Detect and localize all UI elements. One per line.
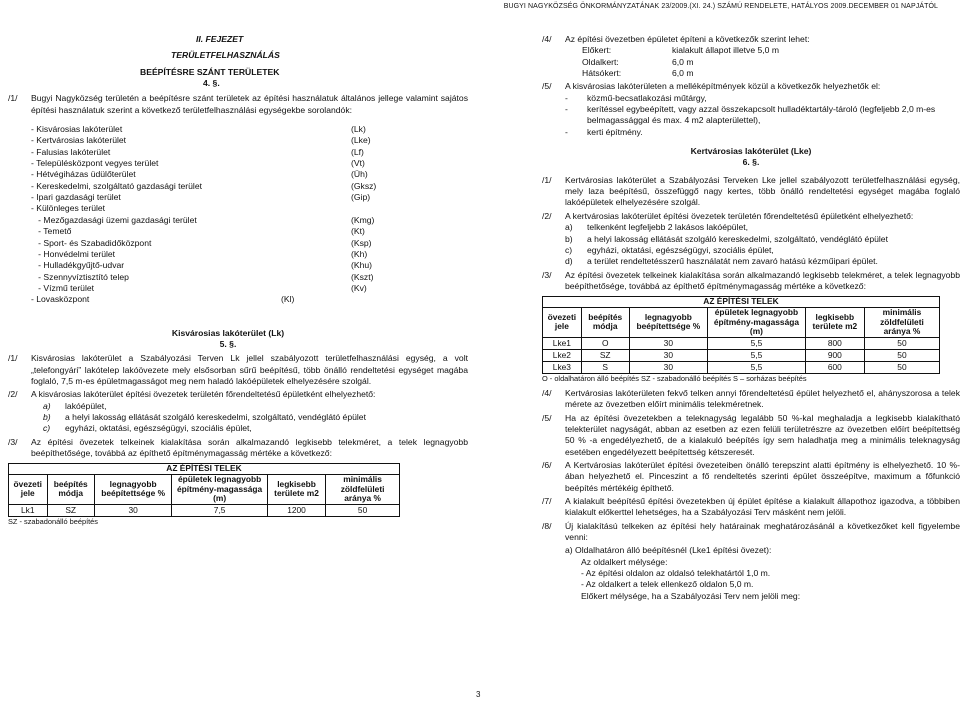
running-header: BUGYI NAGYKÖZSÉG ÖNKORMÁNYZATÁNAK 23/2009.(XI. 24.) SZÁMÚ RENDELETE, HATÁLYOS 2009.DECEMBER 01 NAPJÁTÓL	[503, 3, 938, 10]
table-cell: 50	[864, 349, 939, 361]
paragraph-text: A kialakult beépítésű építési övezetekben új épület építése a kialakult állapothoz igazodva, a többiben kialakult előkerttel lehetséges, ha a Szabályozási Terv másként nem jelöli.	[565, 495, 960, 518]
list-text: telkenként legfeljebb 2 lakásos lakóépület,	[587, 222, 749, 233]
paragraph-number: /7/	[542, 495, 552, 506]
table-cell: O	[581, 337, 629, 349]
paragraph-number: /4/	[542, 34, 552, 44]
table-cell: 600	[805, 362, 864, 374]
zone-code: (Ksp)	[351, 237, 372, 248]
table-cell: Lke2	[543, 349, 582, 361]
zone-code: (Kt)	[351, 226, 365, 237]
page-number: 3	[476, 690, 481, 699]
lk-paragraph-5	[542, 81, 960, 92]
paragraph-number: /6/	[542, 459, 552, 470]
table-header-cell: minimális zöldfelületi aránya %	[326, 475, 400, 505]
table-cell: S	[581, 362, 629, 374]
accessory-item	[565, 93, 960, 104]
zone-item	[31, 238, 468, 249]
table-header-cell: övezeti jele	[543, 307, 582, 337]
zone-item	[31, 203, 468, 214]
setback-label: Oldalkert:	[582, 56, 619, 67]
right-column	[542, 34, 960, 602]
zone-name: - Hulladékgyűjtő-udvar	[31, 260, 125, 271]
table-row	[9, 504, 400, 516]
p8-item: - Az oldalkert a telek ellenkező oldalon 5,0 m.	[581, 579, 754, 590]
zone-name: - Kertvárosias lakóterület	[31, 135, 127, 146]
lke-table	[542, 296, 940, 374]
setback-label: Előkert:	[582, 45, 612, 56]
zone-item	[31, 135, 468, 146]
list-letter: a)	[565, 222, 573, 233]
accessory-item	[565, 104, 960, 127]
list-text: a terület rendeltetésszerű használatát nem zavaró hatású kézműipari épület.	[587, 256, 878, 267]
zone-code: (Kh)	[351, 248, 368, 259]
table-caption-row	[9, 464, 400, 475]
table-caption: AZ ÉPÍTÉSI TELEK	[543, 297, 940, 308]
dash-icon: -	[565, 104, 568, 115]
table-header-cell: épületek legnagyobb építmény-magassága (m)	[708, 307, 806, 337]
accessory-list	[565, 93, 960, 138]
lke-paragraph	[542, 521, 960, 544]
paragraph-number: /2/	[8, 389, 18, 400]
paragraph-number: /3/	[8, 436, 18, 447]
paragraph-text: A kisvárosias lakóterület építési övezetek területén főrendeltetésű épületként elhelyezhető:	[31, 389, 376, 400]
zone-item	[31, 192, 468, 203]
accessory-text: kerti építmény.	[587, 126, 643, 137]
lk-paragraph-2	[8, 389, 468, 400]
zone-item	[31, 215, 468, 226]
setback-value: kialakult állapot illetve 5,0 m	[672, 45, 779, 56]
zone-name: - Különleges terület	[31, 203, 106, 214]
zone-item-lovas	[31, 294, 468, 305]
table-cell: 7,5	[172, 504, 268, 516]
list-text: egyházi, oktatási, egészségügyi, szociális épület,	[587, 244, 774, 255]
table-caption: AZ ÉPÍTÉSI TELEK	[9, 464, 400, 475]
table-header-cell: beépítés módja	[581, 307, 629, 337]
zone-list	[31, 124, 468, 294]
lke-paragraph-3	[542, 270, 960, 293]
setback-item	[582, 57, 960, 68]
table-header-cell: minimális zöldfelületi aránya %	[864, 307, 939, 337]
table-cell: 30	[94, 504, 171, 516]
chapter-subtitle: TERÜLETFELHASZNÁLÁS	[171, 50, 280, 61]
zone-item	[31, 283, 468, 294]
table-row	[543, 337, 940, 349]
table-header-cell: övezeti jele	[9, 475, 48, 505]
lke-paragraph	[542, 460, 960, 494]
paragraph-text: Kertvárosias lakóterület a Szabályozási Terveken Lke jellel szabályozott területfelhasználási egység, mely laza beépítésű, összefüggő nagy kertes, több önálló rendeltetési egységet magába foglaló lakóépületek elhelyezésére szolgál.	[565, 174, 960, 208]
paragraph-number: /1/	[8, 93, 18, 104]
lk-table	[8, 463, 400, 517]
setback-label: Hátsókert:	[582, 68, 622, 79]
zone-name: - Mezőgazdasági üzemi gazdasági terület	[31, 214, 197, 225]
table-cell: 5,5	[708, 349, 806, 361]
paragraph-text: Az építési övezetben épületet építeni a következők szerint lehet:	[565, 34, 810, 44]
dash-icon: -	[565, 126, 568, 137]
paragraph-text: Kertvárosias lakóterületen fekvő telken annyi főrendeltetésű épület helyezhető el, ahányszorosa a telek mérete az övezetben előírt minimális telekméretnek.	[565, 387, 960, 410]
chapter-title: II. FEJEZET	[196, 34, 244, 44]
zone-code: (Kmg)	[351, 214, 375, 225]
zone-item	[31, 181, 468, 192]
table-cell: 30	[629, 349, 707, 361]
table-cell: 30	[629, 362, 707, 374]
table-header-row	[543, 307, 940, 337]
table-cell: 50	[326, 504, 400, 516]
paragraph-text: Az építési övezetek telkeinek kialakítása során alkalmazandó legkisebb telekméret, a telek legnagyobb beépíthetősége, továbbá az építhető építménymagasság mértéke a következő:	[565, 269, 960, 291]
setback-item	[582, 45, 960, 56]
list-letter: c)	[43, 423, 51, 434]
table-cell: Lke3	[543, 362, 582, 374]
section-number: 4. §.	[203, 78, 220, 89]
table-cell: Lke1	[543, 337, 582, 349]
zone-code: (Gip)	[351, 192, 371, 203]
table-cell: 5,5	[708, 337, 806, 349]
table-cell: SZ	[47, 504, 94, 516]
table-cell: Lk1	[9, 504, 48, 516]
lke-title: Kertvárosias lakóterület (Lke)	[690, 146, 812, 157]
table-header-cell: beépítés módja	[47, 475, 94, 505]
paragraph-number: /5/	[542, 412, 552, 423]
zone-code: (Kszt)	[351, 271, 374, 282]
table-cell: 900	[805, 349, 864, 361]
list-text: lakóépület,	[65, 400, 107, 411]
lk-paragraph-3	[8, 437, 468, 460]
paragraph-text: Bugyi Nagyközség területén a beépítésre szánt területek az építési használatuk általános jellege valamint sajátos építési használatuk szerint a következő területfelhasználási egységekbe sorolandók:	[31, 93, 468, 115]
p8-item: Előkert mélysége, ha a Szabályozási Terv nem jelöli meg:	[581, 590, 801, 601]
zone-name: - Vízmű terület	[31, 282, 95, 293]
zone-name: - Lovasközpont	[31, 294, 90, 305]
lke-paragraph-2	[542, 211, 960, 222]
p8-item: - Az építési oldalon az oldalsó telekhatártól 1,0 m.	[581, 568, 771, 579]
list-item	[43, 401, 468, 412]
paragraph-number: /3/	[542, 269, 552, 280]
list-letter: c)	[565, 244, 573, 255]
zone-code: (Lf)	[351, 146, 364, 157]
list-letter: b)	[565, 233, 573, 244]
zone-code: (Lk)	[351, 124, 366, 135]
list-letter: a)	[43, 400, 51, 411]
lke-list	[565, 222, 960, 267]
zone-code: (Khu)	[351, 260, 373, 271]
lke-paragraph	[542, 413, 960, 458]
zone-item	[31, 226, 468, 237]
zone-item	[31, 147, 468, 158]
setback-value: 6,0 m	[672, 56, 694, 67]
zone-code: (Üh)	[351, 169, 368, 180]
zone-code: (Lke)	[351, 135, 371, 146]
table-caption-row	[543, 297, 940, 308]
list-item	[565, 256, 960, 267]
zone-name: - Településközpont vegyes terület	[31, 158, 159, 169]
lk-title: Kisvárosias lakóterület (Lk)	[171, 327, 285, 338]
paragraph-number: /5/	[542, 81, 552, 92]
paragraph-number: /4/	[542, 387, 552, 398]
lk-list	[43, 401, 468, 435]
zone-name: - Honvédelmi terület	[31, 248, 116, 259]
zone-item	[31, 158, 468, 169]
zone-name: - Hétvégiházas üdülőterület	[31, 169, 136, 180]
paragraph-number: /2/	[542, 210, 552, 221]
dash-icon: -	[565, 92, 568, 103]
table-header-cell: épületek legnagyobb építmény-magassága (m)	[172, 475, 268, 505]
table-header-row	[9, 475, 400, 505]
zone-name: - Ipari gazdasági terület	[31, 192, 121, 203]
lke-paragraphs	[542, 388, 960, 543]
zone-name: - Szennyvíztisztító telep	[31, 271, 129, 282]
lk-paragraph-1	[8, 353, 468, 387]
paragraph-number: /1/	[8, 353, 18, 364]
lke-section-number: 6. §.	[742, 157, 760, 168]
table-header-cell: legnagyobb beépítettsége %	[629, 307, 707, 337]
zone-code: (Gksz)	[351, 180, 377, 191]
list-letter: b)	[43, 411, 51, 422]
zone-item	[31, 124, 468, 135]
table-cell: 1200	[267, 504, 325, 516]
zone-code: (Vt)	[351, 158, 365, 169]
accessory-item	[565, 127, 960, 138]
p8-item: a) Oldalhatáron álló beépítésnél (Lke1 építési övezet):	[565, 545, 772, 556]
lk-paragraph-4	[542, 34, 960, 45]
paragraph-number: /8/	[542, 520, 552, 531]
left-column	[8, 34, 468, 527]
list-item	[565, 222, 960, 233]
zone-code: (Kl)	[281, 294, 295, 305]
paragraph-text: Kisvárosias lakóterület a Szabályozási Terven Lk jellel szabályozott területfelhasználási egység, a volt „telefongyári” lakótelep lakóövezete mely elsősorban sűrű beépítésű, több önálló rendeltetési egységet magába foglaló, 7,5 m-es épületmagasságot meg nem haladó lakóépületek elhelyezésére szolgál.	[31, 353, 468, 386]
list-text: a helyi lakosság ellátását szolgáló kereskedelmi, szolgáltató, vendéglátó épület	[587, 233, 888, 244]
zone-name: - Sport- és Szabadidőközpont	[31, 237, 152, 248]
lke-paragraph	[542, 388, 960, 411]
paragraph-text: Ha az építési övezetekben a teleknagyság legalább 50 %-kal meghaladja a legkisebb kialakítható telekterület nagyságát, abban az esetben az ezen felüli területrészre az övezetben előírt beépítettség 50 % -a engedélyezhető, de a kialakuló beépítés így sem haladhatja meg a minimális teleknagyság esetében engedélyezett beépítettség kétszeresét.	[565, 412, 960, 457]
zone-name: - Falusias lakóterület	[31, 146, 111, 157]
table-cell: SZ	[581, 349, 629, 361]
list-item	[565, 245, 960, 256]
lke-table-note: O - oldalhatáron álló beépítés SZ - szabadonálló beépítés S – sorházas beépítés	[542, 374, 807, 384]
zone-item	[31, 249, 468, 260]
table-cell: 800	[805, 337, 864, 349]
list-item	[565, 234, 960, 245]
zone-name: - Kisvárosias lakóterület	[31, 124, 123, 135]
paragraph-text: A kertvárosias lakóterület építési övezetek területén főrendeltetésű épületként elhelyezhető:	[565, 210, 914, 221]
zone-name: - Temető	[31, 226, 72, 237]
table-header-cell: legkisebb területe m2	[805, 307, 864, 337]
paragraph-text: A Kertvárosias lakóterület építési övezeteiben önálló terepszint alatti építmény is elhelyezhető. 10 %-ában helyezhető el. Pinceszint a fő rendeltetés szerinti épület összeépítve, maximum a főfunkció beépítés mértékéig építhető.	[565, 459, 960, 493]
setback-value: 6,0 m	[672, 68, 694, 79]
table-header-cell: legnagyobb beépítettsége %	[94, 475, 171, 505]
paragraph-text: A kisvárosias lakóterületen a melléképítmények közül a következők helyezhetők el:	[565, 81, 881, 92]
paragraph-text: Az építési övezetek telkeinek kialakítása során alkalmazandó legkisebb telekméret, a telek legnagyobb beépíthetősége, továbbá az építhető építménymagasság mértéke a következő:	[31, 436, 468, 458]
paragraph-1	[8, 93, 468, 116]
lk-table-note: SZ - szabadonálló beépítés	[8, 517, 98, 527]
paragraph-number: /1/	[542, 174, 552, 185]
table-cell: 50	[864, 337, 939, 349]
accessory-text: közmű-becsatlakozási műtárgy,	[587, 92, 707, 103]
zone-item	[31, 260, 468, 271]
table-cell: 30	[629, 337, 707, 349]
accessory-text: kerítéssel egybeépített, vagy azzal összekapcsolt hulladéktartály-tároló (legfeljebb 2,0 m-es belmagassággal és max. 4 m2 alapterülettel),	[587, 104, 936, 126]
setback-list	[582, 45, 960, 79]
paragraph-text: Új kialakítású telkeken az építési hely határainak meghatározásánál a következőket kell figyelembe venni:	[565, 520, 960, 543]
section-title: BEÉPÍTÉSRE SZÁNT TERÜLETEK	[140, 66, 280, 77]
table-row	[543, 349, 940, 361]
lk-section-number: 5. §.	[219, 338, 237, 349]
lke-paragraph-1	[542, 175, 960, 209]
table-cell: 5,5	[708, 362, 806, 374]
list-item	[43, 412, 468, 423]
table-header-cell: legkisebb területe m2	[267, 475, 325, 505]
list-letter: d)	[565, 256, 573, 267]
table-cell: 50	[864, 362, 939, 374]
setback-item	[582, 68, 960, 79]
list-text: egyházi, oktatási, egészségügyi, szociális épület,	[65, 423, 252, 434]
zone-name: - Kereskedelmi, szolgáltató gazdasági terület	[31, 180, 203, 191]
zone-code: (Kv)	[351, 282, 367, 293]
p8-list	[565, 545, 960, 602]
table-row	[543, 362, 940, 374]
list-text: a helyi lakosság ellátását szolgáló kereskedelmi, szolgáltató, vendéglátó épület	[65, 411, 366, 422]
zone-item	[31, 169, 468, 180]
zone-item	[31, 272, 468, 283]
list-item	[43, 423, 468, 434]
lke-paragraph	[542, 496, 960, 519]
p8-item: Az oldalkert mélysége:	[581, 556, 668, 567]
